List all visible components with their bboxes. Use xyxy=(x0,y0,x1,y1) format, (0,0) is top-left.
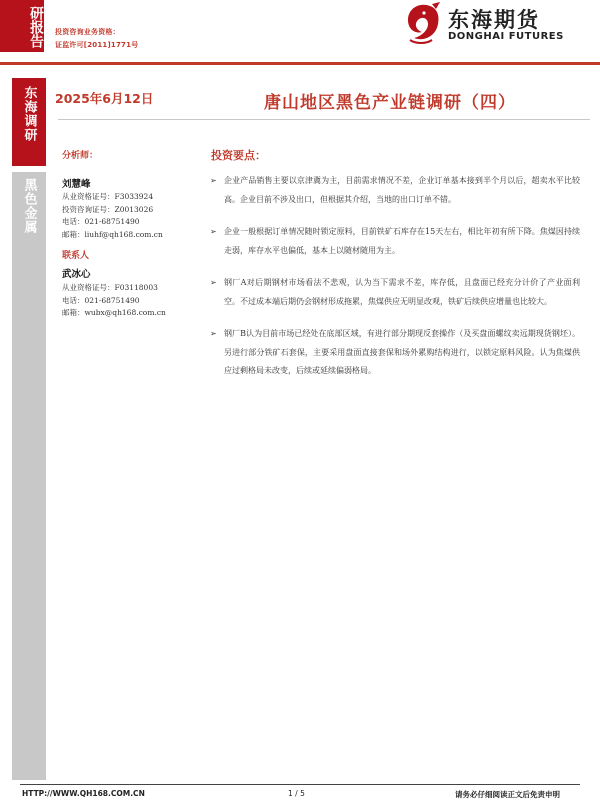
contact-info-line: 电话：021-68751490 xyxy=(62,295,140,305)
analyst-email[interactable]: 邮箱：liuhf@qh168.com.cn xyxy=(62,229,163,239)
page-number: 1 / 5 xyxy=(288,789,305,798)
point-text: 钢厂B认为目前市场已经处在底部区域，有进行部分期现反套操作（及买盘面螺纹卖远期现货钢坯）。另进行部分铁矿石套保，主要采用盘面直接套保和场外累购结构进行，以锁定原料风险。认为焦煤供应过剩格局未改变，后续或延续偏弱格局。 xyxy=(224,329,580,375)
point-text: 钢厂A对后期钢材市场看法不悲观，认为当下需求不差，库存低，且盘面已经充分计价了产业面利空。不过成本端后期仍会钢材形成拖累，焦煤供应无明显改观，铁矿后续供应增量也比较大。 xyxy=(224,278,580,306)
analyst-info-line: 投资咨询证号：Z0013026 xyxy=(62,204,154,214)
bullet-arrow-icon: ➢ xyxy=(210,176,217,185)
analyst-info-line: 电话：021-68751490 xyxy=(62,217,140,226)
footer-divider xyxy=(20,784,580,785)
analyst-block xyxy=(62,148,202,241)
contact-label: 联系人 xyxy=(62,251,90,261)
header-divider xyxy=(0,62,600,65)
bullet-arrow-icon: ➢ xyxy=(210,329,217,338)
point-text: 企业产品销售主要以京津冀为主，目前需求情况不差，企业订单基本接到半个月以后，超卖水平比较高。企业目前不涉及出口，但根据其介绍，当地的出口订单不错。 xyxy=(224,176,580,204)
seahorse-logo-icon xyxy=(400,0,446,46)
list-item xyxy=(210,274,580,311)
sidebar-report-series: 东海调研 xyxy=(12,78,46,166)
contact-info-line: 从业资格证号：F03118003 xyxy=(62,283,158,292)
logo-chinese-text: 东海期货 xyxy=(448,8,540,32)
footer-website-link[interactable]: HTTP://WWW.QH168.COM.CN xyxy=(22,789,145,798)
report-type-tag: 研报告 xyxy=(0,0,44,52)
points-list xyxy=(210,172,580,395)
license-number: 证监许可[2011]1771号 xyxy=(55,41,139,49)
point-text: 企业一般根据订单情况随时锁定原料，目前铁矿石库存在15天左右，相比年初有所下降。焦煤因持续走弱，库存水平也偏低，基本上以随材随用为主。 xyxy=(224,227,580,255)
points-heading: 投资要点： xyxy=(211,149,266,162)
sidebar-sector: 黑色金属 xyxy=(12,172,46,780)
analyst-name: 刘慧峰 xyxy=(62,179,91,190)
list-item xyxy=(210,172,580,209)
list-item xyxy=(210,325,580,381)
footer-disclaimer: 请务必仔细阅读正文后免责申明 xyxy=(455,790,560,799)
title-divider xyxy=(58,119,590,120)
report-title: 唐山地区黑色产业链调研（四） xyxy=(264,93,516,113)
qualification-label: 投资咨询业务资格： xyxy=(55,28,120,36)
report-date: 2025年6月12日 xyxy=(55,91,154,106)
analyst-info-line: 从业资格证号：F3033924 xyxy=(62,192,154,201)
list-item xyxy=(210,223,580,260)
logo-english-text: DONGHAI FUTURES xyxy=(448,31,564,42)
contact-block xyxy=(62,248,202,320)
analyst-label: 分析师： xyxy=(62,151,99,161)
bullet-arrow-icon: ➢ xyxy=(210,278,217,287)
bullet-arrow-icon: ➢ xyxy=(210,227,217,236)
contact-name: 武冰心 xyxy=(62,269,91,280)
company-logo xyxy=(400,0,590,46)
contact-email[interactable]: 邮箱：wubx@qh168.com.cn xyxy=(62,308,166,317)
